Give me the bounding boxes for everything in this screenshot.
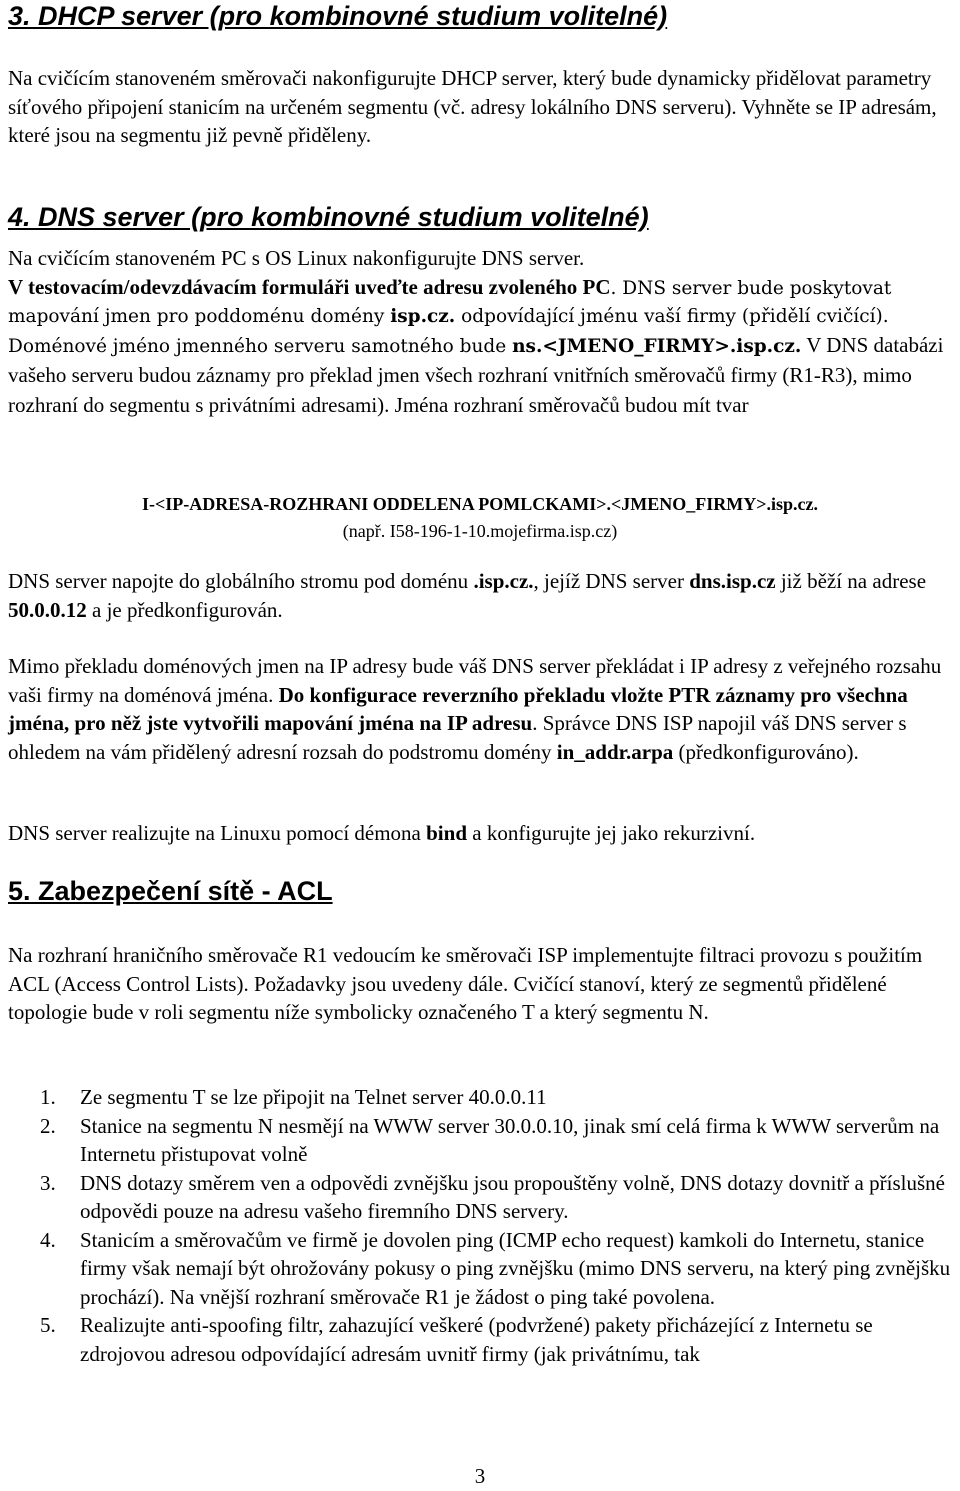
list-item: 1. Ze segmentu T se lze připojit na Telnet server 40.0.0.11 bbox=[40, 1085, 547, 1109]
intro-line: Na cvičícím stanoveném PC s OS Linux nakonfigurujte DNS server. bbox=[8, 246, 585, 270]
domain-isp: isp.cz. bbox=[390, 305, 456, 327]
name-example: (např. I58-196-1-10.mojefirma.isp.cz) bbox=[342, 521, 618, 541]
section-4-paragraph-2: DNS server napojte do globálního stromu pod doménu .isp.cz., jejíž DNS server dns.isp.cz již běží na adrese 50.0.0.12 a je předkonfigurován. bbox=[8, 569, 927, 622]
section-5-heading: 5. Zabezpečení sítě - ACL bbox=[8, 876, 333, 906]
form-instruction: V testovacím/odevzdávacím formuláři uveďte adresu zvoleného PC bbox=[8, 274, 611, 299]
section-4-heading: 4. DNS server (pro kombinovné studium volitelné) bbox=[8, 202, 649, 232]
section-4-paragraph-4: DNS server realizujte na Linuxu pomocí démona bind a konfigurujte jej jako rekurzivní. bbox=[8, 821, 756, 845]
page-number: 3 bbox=[474, 1464, 486, 1488]
list-item: 3. DNS dotazy směrem ven a odpovědi zvnějšku jsou propouštěny volně, DNS dotazy dovnitř a příslušné odpovědi pouze na adresu vašeho firemního DNS servery. bbox=[40, 1170, 945, 1223]
intro-paragraph: V testovacím/odevzdávacím formuláři uveďte adresu zvoleného PC. DNS server bude poskytovat mapování jmen pro poddoménu domény isp.cz. odpovídající jménu vaší firmy (přidělí cvičící). Doménové jméno jmenného serveru samotného bude ns.<JMENO_FIRMY>.isp.cz. V DNS databázi vašeho serveru budou záznamy pro překlad jmen všech rozhraní vnitřních směrovačů firmy (R1-R3), mimo rozhraní do segmentu s privátními adresami). Jména rozhraní směrovačů budou mít tvar bbox=[8, 274, 944, 417]
list-item: 5. Realizujte anti-spoofing filtr, zahazující veškeré (podvržené) pakety přicházející z Internetu se zdrojovou adresou odpovídající adresám uvnitř firmy (jak privátnímu, tak bbox=[40, 1313, 873, 1366]
name-format: I-<IP-ADRESA-ROZHRANI ODDELENA POMLCKAMI>.<JMENO_FIRMY>.isp.cz. bbox=[141, 494, 819, 514]
section-3-paragraph: Na cvičícím stanoveném směrovači nakonfigurujte DHCP server, který bude dynamicky přidělovat parametry síťového připojení stanicím na určeném segmentu (vč. adresy lokálního DNS serveru). Vyhněte se IP adresám, které jsou na segmentu již pevně přiděleny. bbox=[8, 66, 937, 147]
ns-name: ns.<JMENO_FIRMY>.isp.cz. bbox=[512, 335, 802, 357]
section-5-paragraph: Na rozhraní hraničního směrovače R1 vedoucím ke směrovači ISP implementujte filtraci provozu s použitím ACL (Access Control Lists). Požadavky jsou uvedeny dále. Cvičící stanoví, který ze segmentů přidělené topologie bude v roli segmentu níže symbolicky označeného T a který segmentu N. bbox=[8, 943, 923, 1024]
section-4-intro bbox=[8, 244, 956, 421]
section-3-heading: 3. DHCP server (pro kombinovné studium volitelné) bbox=[8, 1, 668, 31]
list-item: 4. Stanicím a směrovačům ve firmě je dovolen ping (ICMP echo request) kamkoli do Internetu, stanice firmy však nemají být ohrožovány pokusy o ping zvnějšku (mimo DNS serveru, na který ping zvnějšku prochází). Na vnější rozhraní směrovače R1 je žádost o ping také povolena. bbox=[40, 1227, 951, 1309]
list-item: 2. Stanice na segmentu N nesmějí na WWW server 30.0.0.10, jinak smí celá firma k WWW serverům na Internetu přistupovat volně bbox=[40, 1113, 940, 1166]
section-4-paragraph-3: Mimo překladu doménových jmen na IP adresy bude váš DNS server překládat i IP adresy z veřejného rozsahu vaši firmy na doménová jména. Do konfigurace reverzního překladu vložte PTR záznamy pro všechna jména, pro něž jste vytvořili mapování jména na IP adresu. Správce DNS ISP napojil váš DNS server s ohledem na vám přidělený adresní rozsah do podstromu domény in_addr.arpa (předkonfigurováno). bbox=[8, 654, 942, 764]
acl-requirements-list bbox=[8, 1083, 956, 1368]
